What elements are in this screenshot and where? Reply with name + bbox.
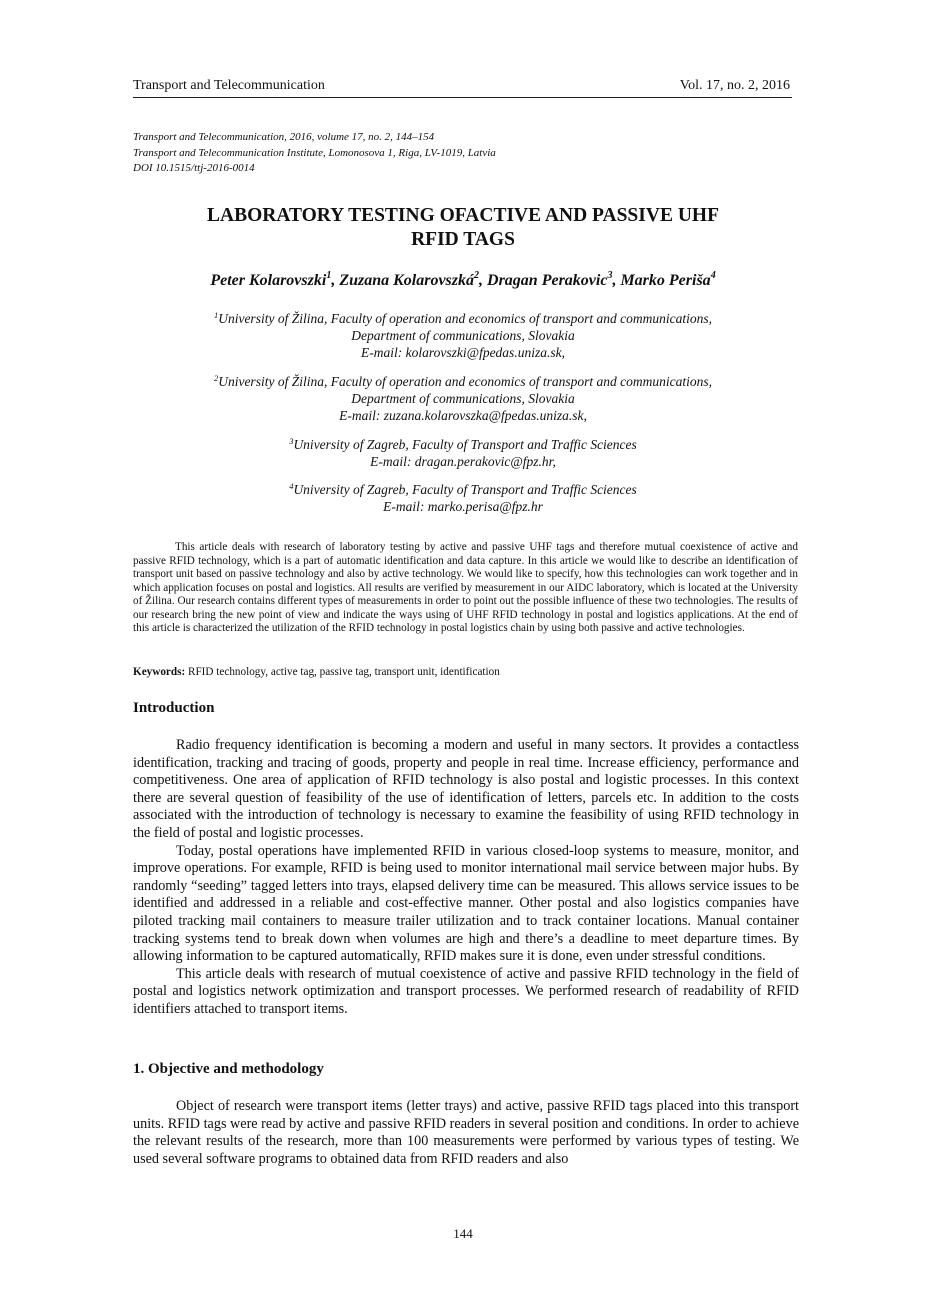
title-line: LABORATORY TESTING OFACTIVE AND PASSIVE UHF [206, 205, 719, 226]
journal-name: Transport and Telecommunication [133, 78, 325, 93]
author-email: E-mail: marko.perisa@fpz.hr [383, 499, 543, 514]
abstract: This article deals with research of laboratory testing by active and passive UHF tags and therefore mutual coexistence of active and passive RFID technology, which is a part of automatic identification and data capture. In this article we would like to describe an identification of transport unit based on passive technology and also by active technology. We would like to specify, how this technologies can work together and in which application focuses on postal and logistics. All results are verified by measurement in our AIDC laboratory, which is located at the University of Žilina. Our research contains different types of measurements in order to point out the possible influence of these two technologies. The results of our research bring the new point of view and indicate the ways using of UHF RFID technology in postal and logistics applications. At the end of this article is characterized the utilization of the RFID technology in postal logistics chain by using both passive and active technologies. [133, 541, 798, 634]
keywords-text: RFID technology, active tag, passive tag, transport unit, identification [185, 666, 500, 678]
section-heading: 1. Objective and methodology [133, 1061, 324, 1077]
running-header [133, 77, 792, 98]
paragraph: This article deals with research of mutual coexistence of active and passive RFID technology in the field of postal and logistics network optimization and transport processes. We performed research of readability of RFID identifiers attached to transport items. [133, 965, 799, 1017]
author-email: E-mail: zuzana.kolarovszka@fpedas.uniza.sk, [339, 408, 587, 423]
paragraph: Object of research were transport items (letter trays) and active, passive RFID tags placed into this transport units. RFID tags were read by active and passive RFID readers in several position and conditions. In order to achieve the relevant results of the research, more than 100 measurements were performed by various types of testing. We used several software programs to obtained data from RFID readers and also [133, 1098, 799, 1167]
affiliation-1: $^1$University of Žilina, Faculty of operation and economics of transport and communications, Department of communications, Slovakia E-mail: kolarovszki@fpedas.uniza.sk, [133, 310, 793, 361]
author-sup: 3 [607, 270, 613, 281]
introduction-body [133, 737, 799, 1019]
section-body [133, 1098, 799, 1168]
introduction-heading: Introduction [133, 700, 215, 716]
doi-line: DOI 10.1515/ttj-2016-0014 [133, 162, 255, 174]
author-name: Marko Periša [620, 272, 711, 289]
author-sup: 2 [474, 270, 480, 281]
author-list: Peter Kolarovszki$^1$, Zuzana Kolarovszká$^2$, Dragan Perakovic$^3$, Marko Periša$^4$ [210, 270, 716, 289]
title-line: RFID TAGS [411, 229, 515, 250]
paper-title [133, 204, 793, 252]
author-name: Peter Kolarovszki [210, 272, 327, 289]
keywords [133, 665, 798, 679]
page-number: 144 [453, 1226, 473, 1241]
author-sup: 1 [326, 270, 332, 281]
author-email: E-mail: kolarovszki@fpedas.uniza.sk, [361, 345, 565, 360]
citation-line: Transport and Telecommunication Institute, Lomonosova 1, Riga, LV-1019, Latvia [133, 146, 496, 159]
citation-line: Transport and Telecommunication, 2016, volume 17, no. 2, 144–154 [133, 131, 435, 143]
affiliation-2: $^2$University of Žilina, Faculty of operation and economics of transport and communications, Department of communications, Slovakia E-mail: zuzana.kolarovszka@fpedas.uniza.sk, [133, 373, 793, 424]
author-email: E-mail: dragan.perakovic@fpz.hr, [370, 454, 556, 469]
volume-info: Vol. 17, no. 2, 2016 [679, 78, 790, 93]
citation-block [133, 130, 793, 177]
author-name: Zuzana Kolarovszká [339, 272, 475, 289]
keywords-label: Keywords: [133, 666, 186, 678]
paragraph: Radio frequency identification is becoming a modern and useful in many sectors. It provides a contactless identification, tracking and tracing of goods, property and people in real time. Increase efficiency, performance and competitiveness. One area of application of RFID technology is also postal and logistic processes. In this context there are several question of feasibility of the use of identification of letters, parcels etc. In addition to the costs associated with the introduction of technology is necessary to examine the feasibility of using RFID technology in the field of postal and logistic processes. [133, 737, 799, 841]
paragraph: Today, postal operations have implemented RFID in various closed-loop systems to measure, monitor, and improve operations. For example, RFID is being used to monitor international mail service between major hubs. By randomly “seeding” tagged letters into trays, elapsed delivery time can be measured. This allows service issues to be identified and addressed in a reliable and cost-effective manner. Other postal and also logistics companies have piloted tracking mail containers to measure trailer utilization and to track container locations. Manual container tracking systems tend to break down when volumes are high and there’s a deadline to meet departure times. By allowing information to be captured automatically, RFID makes sure it is done, even under stressful conditions. [133, 842, 799, 965]
author-name: Dragan Perakovic [487, 272, 608, 289]
affiliation-3: $^3$University of Zagreb, Faculty of Transport and Traffic Sciences E-mail: dragan.perakovic@fpz.hr, [133, 436, 793, 470]
affiliation-4: $^4$University of Zagreb, Faculty of Transport and Traffic Sciences E-mail: marko.perisa@fpz.hr [133, 481, 793, 515]
author-sup: 4 [710, 270, 716, 281]
